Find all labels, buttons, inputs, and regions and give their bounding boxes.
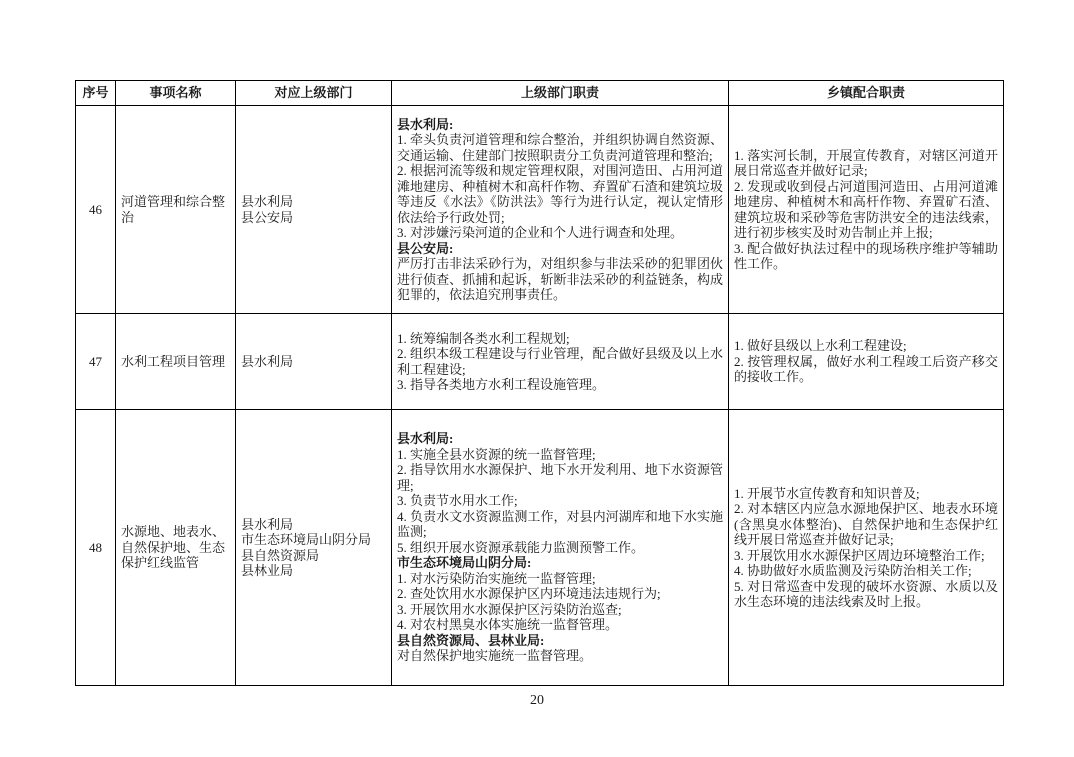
- header-superior-duties: 上级部门职责: [392, 81, 729, 106]
- department-line: 市生态环境局山阴分局: [241, 532, 372, 547]
- duty-item: 对自然保护地实施统一监督管理。: [397, 648, 593, 664]
- duty-item: 1. 开展节水宣传教育和知识普及;: [734, 485, 920, 501]
- item-name-cell: 河道管理和综合整治: [116, 106, 236, 314]
- department-heading: 县水利局:: [397, 116, 454, 132]
- duties-table: [75, 80, 1004, 686]
- departments-cell: [236, 410, 392, 686]
- department-heading: 县自然资源局、县林业局:: [397, 632, 545, 648]
- duty-item: 3. 对涉嫌污染河道的企业和个人进行调查和处理。: [397, 225, 684, 240]
- township-duties-cell: [729, 314, 1004, 410]
- department-line: 县自然资源局: [241, 547, 320, 563]
- duty-item: 2. 发现或收到侵占河道围河造田、占用河道滩地建房、种植树木和高杆作物、弃置矿石渣、建筑垃圾和采砂等危害防洪安全的违法线索，进行初步核实及时劝告制止并上报;: [734, 178, 998, 240]
- duty-item: 3. 开展饮用水水源保护区周边环境整治工作;: [734, 547, 985, 563]
- superior-duties-cell: [392, 106, 729, 314]
- duty-item: 3. 开展饮用水水源保护区污染防治巡查;: [397, 601, 622, 617]
- duty-item: 1. 统筹编制各类水利工程规划;: [397, 330, 570, 346]
- duty-item: 1. 牵头负责河道管理和综合整治，并组织协调自然资源、交通运输、住建部门按照职责分工负责河道管理和整治;: [397, 132, 723, 163]
- duty-item: 4. 对农村黑臭水体实施统一监督管理。: [397, 617, 619, 633]
- department-line: 县公安局: [241, 209, 294, 225]
- item-name-cell: 水利工程项目管理: [116, 314, 236, 410]
- table-header-row: [76, 81, 1004, 106]
- duty-item: 4. 负责水文水资源监测工作，对县内河湖库和地下水实施监测;: [397, 508, 723, 540]
- header-township-duties: 乡镇配合职责: [729, 81, 1004, 106]
- table-row: [76, 410, 1004, 686]
- superior-duties-cell: [392, 314, 729, 410]
- duty-item: 5. 组织开展水资源承载能力监测预警工作。: [397, 539, 645, 555]
- department-heading: 县公安局:: [397, 240, 454, 256]
- duty-item: 2. 对本辖区内应急水源地保护区、地表水环境(含黑臭水体整治)、自然保护地和生态保护红线开展日常巡查并做好记录;: [734, 501, 998, 547]
- page-number: 20: [530, 693, 544, 708]
- header-item-name: 事项名称: [116, 81, 236, 106]
- duty-item: 严厉打击非法采砂行为，对组织参与非法采砂的犯罪团伙进行侦查、抓捕和起诉，斩断非法采砂的利益链条，构成犯罪的，依法追究刑事责任。: [397, 256, 723, 302]
- duty-item: 1. 做好县级以上水利工程建设;: [734, 338, 907, 354]
- duty-item: 1. 对水污染防治实施统一监督管理;: [397, 570, 596, 586]
- township-duties-cell: [729, 106, 1004, 314]
- duty-item: 3. 指导各类地方水利工程设施管理。: [397, 377, 606, 392]
- header-serial-number: 序号: [76, 81, 116, 106]
- departments-cell: [236, 314, 392, 410]
- duty-item: 5. 对日常巡查中发现的破坏水资源、水质以及水生态环境的违法线索及时上报。: [734, 578, 998, 609]
- duty-item: 1. 落实河长制，开展宣传教育，对辖区河道开展日常巡查并做好记录;: [734, 147, 998, 178]
- table-row: [76, 314, 1004, 410]
- duty-item: 4. 协助做好水质监测及污染防治相关工作;: [734, 563, 972, 578]
- duty-item: 3. 配合做好执法过程中的现场秩序维护等辅助性工作。: [734, 240, 998, 271]
- department-line: 县水利局: [241, 353, 294, 369]
- department-heading: 县水利局:: [397, 431, 454, 447]
- department-line: 县水利局: [241, 194, 294, 209]
- duty-item: 2. 根据河流等级和规定管理权限，对围河造田、占用河道滩地建房、种植树木和高杆作物、弃置矿石渣和建筑垃圾等违反《水法》《防洪法》等行为进行认定，视认定情形依法给予行政处罚;: [397, 163, 723, 225]
- duty-item: 2. 按管理权属，做好水利工程竣工后资产移交的接收工作。: [734, 353, 998, 385]
- serial-number-cell: 46: [76, 106, 116, 314]
- department-heading: 市生态环境局山阴分局:: [397, 555, 532, 571]
- serial-number-cell: 48: [76, 410, 116, 686]
- duty-item: 2. 指导饮用水水源保护、地下水开发利用、地下水资源管理;: [397, 462, 723, 493]
- department-line: 县水利局: [241, 516, 294, 532]
- item-name-cell: 水源地、地表水、自然保护地、生态保护红线监管: [116, 410, 236, 686]
- departments-cell: [236, 106, 392, 314]
- superior-duties-cell: [392, 410, 729, 686]
- serial-number-cell: 47: [76, 314, 116, 410]
- duty-item: 3. 负责节水用水工作;: [397, 493, 518, 509]
- department-line: 县林业局: [241, 563, 294, 578]
- duty-item: 1. 实施全县水资源的统一监督管理;: [397, 446, 596, 462]
- header-superior-department: 对应上级部门: [236, 81, 392, 106]
- township-duties-cell: [729, 410, 1004, 686]
- table-row: [76, 106, 1004, 314]
- duty-item: 2. 查处饮用水水源保护区内环境违法违规行为;: [397, 586, 661, 602]
- duty-item: 2. 组织本级工程建设与行业管理，配合做好县级及以上水利工程建设;: [397, 346, 723, 377]
